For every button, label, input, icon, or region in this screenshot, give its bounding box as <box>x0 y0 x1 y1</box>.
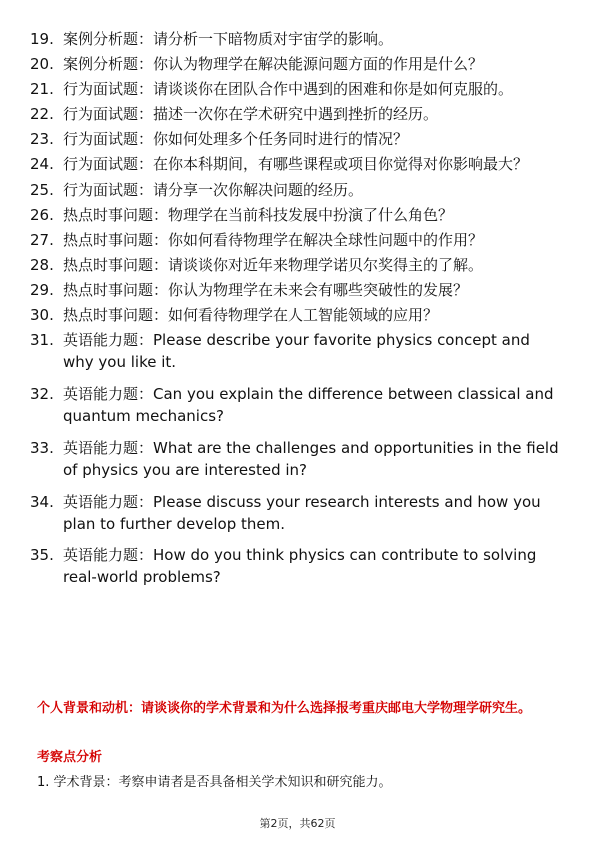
list-item <box>30 383 560 427</box>
list-item <box>30 329 560 373</box>
question-number: 21. <box>30 80 54 99</box>
question-number: 33. <box>30 438 54 457</box>
list-item <box>30 229 560 251</box>
question-number: 32. <box>30 384 54 403</box>
list-item <box>30 544 560 588</box>
section-heading: 个人背景和动机：请谈谈你的学术背景和为什么选择报考重庆邮电大学物理学研究生。 <box>37 701 532 716</box>
question-list <box>30 28 560 598</box>
question-number: 19. <box>30 30 54 48</box>
list-item <box>30 179 560 201</box>
list-item <box>30 28 560 50</box>
question-number: 23. <box>30 130 54 149</box>
question-number: 35. <box>30 546 54 565</box>
question-text: 行为面试题：请谈谈你在团队合作中遇到的困难和你是如何克服的。 <box>63 80 514 99</box>
question-text: 热点时事问题：请谈谈你对近年来物理学诺贝尔奖得主的了解。 <box>63 255 484 274</box>
question-text: 行为面试题：你如何处理多个任务同时进行的情况？ <box>63 130 409 149</box>
list-item <box>30 437 560 481</box>
list-item <box>30 204 560 226</box>
question-number: 24. <box>30 155 54 174</box>
question-number: 31. <box>30 331 54 350</box>
question-text: 英语能力题：Can you explain the difference between classical and quantum mechanics? <box>63 384 554 425</box>
question-number: 25. <box>30 180 54 199</box>
question-number: 27. <box>30 230 54 249</box>
question-number: 26. <box>30 205 54 224</box>
question-number: 34. <box>30 492 54 511</box>
question-text: 英语能力题：Please describe your favorite physics concept and why you like it. <box>63 331 530 372</box>
question-text: 行为面试题：在你本科期间，有哪些课程或项目你觉得对你影响最大？ <box>63 155 529 174</box>
list-item <box>30 78 560 100</box>
question-text: 英语能力题：What are the challenges and opportunities in the field of physics you are interested in? <box>63 438 559 479</box>
question-text: 案例分析题：你认为物理学在解决能源问题方面的作用是什么？ <box>63 55 484 74</box>
list-item <box>30 103 560 125</box>
page-footer: 第2页，共62页 <box>259 817 336 830</box>
list-item <box>30 153 560 175</box>
list-item <box>30 128 560 150</box>
question-text: 热点时事问题：如何看待物理学在人工智能领域的应用？ <box>63 306 439 325</box>
question-number: 22. <box>30 105 54 124</box>
question-text: 热点时事问题：物理学在当前科技发展中扮演了什么角色？ <box>63 205 454 224</box>
list-item <box>30 304 560 326</box>
analysis-heading: 考察点分析 <box>37 750 103 765</box>
analysis-point: 1. 学术背景：考察申请者是否具备相关学术知识和研究能力。 <box>37 775 392 790</box>
question-number: 29. <box>30 280 54 299</box>
list-item <box>30 254 560 276</box>
question-text: 热点时事问题：你如何看待物理学在解决全球性问题中的作用？ <box>63 230 484 249</box>
list-item <box>30 491 560 535</box>
list-item <box>30 279 560 301</box>
question-text: 案例分析题：请分析一下暗物质对宇宙学的影响。 <box>63 30 394 48</box>
question-number: 30. <box>30 306 54 325</box>
list-item <box>30 53 560 75</box>
question-text: 行为面试题：请分享一次你解决问题的经历。 <box>63 180 364 199</box>
question-text: 英语能力题：How do you think physics can contribute to solving real-world problems? <box>63 546 537 587</box>
question-text: 热点时事问题：你认为物理学在未来会有哪些突破性的发展？ <box>63 280 469 299</box>
question-text: 行为面试题：描述一次你在学术研究中遇到挫折的经历。 <box>63 105 439 124</box>
question-number: 20. <box>30 55 54 74</box>
question-number: 28. <box>30 255 54 274</box>
question-text: 英语能力题：Please discuss your research interests and how you plan to further develop them. <box>63 492 541 533</box>
